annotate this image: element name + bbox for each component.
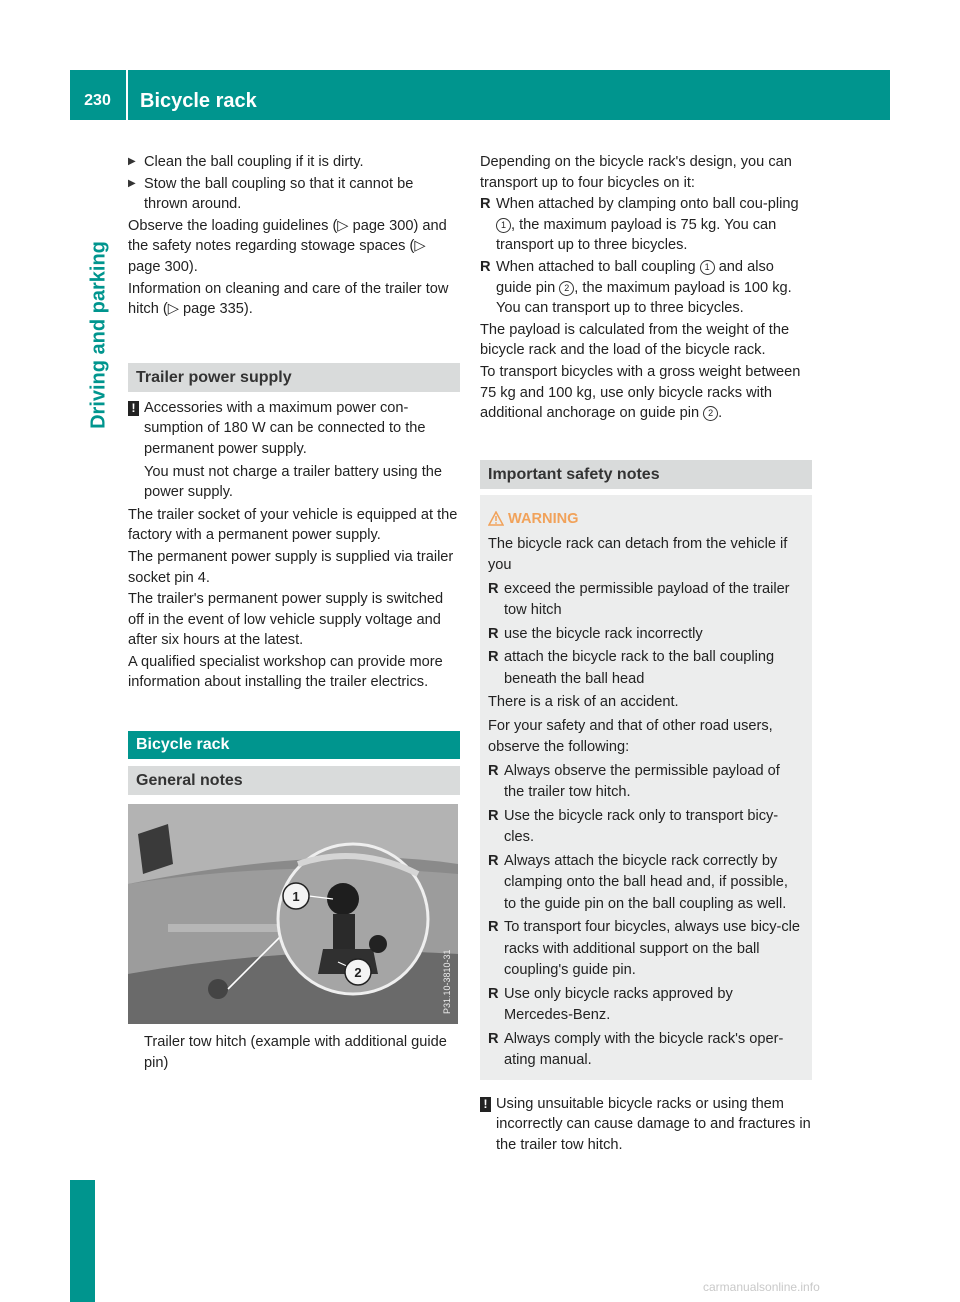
notice-text-2: You must not charge a trailer battery using the power supply. xyxy=(144,463,442,501)
gross-weight-text xyxy=(480,362,812,424)
bullet-mark: R xyxy=(488,985,499,1002)
figure-caption: Trailer tow hitch (example with additional guide pin) xyxy=(144,1034,447,1071)
exclamation-icon: ! xyxy=(128,401,139,416)
tow-hitch-figure xyxy=(128,804,458,1024)
gross-weight-text-part: To transport bicycles with a gross weight between 75 kg and 100 kg, use only bicycle racks with additional anchorage on guide pin xyxy=(480,363,801,422)
bullet-mark: R xyxy=(488,649,499,666)
bullet-mark: R xyxy=(488,807,499,824)
payload-text: The payload is calculated from the weight of the bicycle rack and the load of the bicycle rack. xyxy=(480,321,790,359)
warning-rule-text: Always comply with the bicycle rack's oper-ating manual. xyxy=(504,1030,784,1069)
trailer-socket-text: The trailer socket of your vehicle is equipped at the factory with a permanent power supply. xyxy=(128,506,458,544)
bullet-mark: R xyxy=(480,258,491,275)
side-tab-label: Driving and parking xyxy=(87,241,110,429)
gross-weight-text-part: . xyxy=(718,405,723,422)
switched-off-text: The trailer's permanent power supply is switched off in the event of low vehicle supply voltage and after six hours at the latest. xyxy=(128,591,444,649)
bullet-mark: R xyxy=(488,852,499,869)
bullet-mark: R xyxy=(488,625,499,642)
step-clean: ▶ Clean the ball coupling if it is dirty. xyxy=(128,152,460,173)
left-column xyxy=(128,152,460,1073)
warning-cause xyxy=(488,624,804,646)
bullet-text: , the maximum payload is 75 kg. You can transport up to three bicycles. xyxy=(496,216,777,254)
callout-2-icon: 2 xyxy=(703,406,718,421)
page-header xyxy=(70,70,890,120)
exclamation-icon: ! xyxy=(480,1097,491,1112)
bullet-clamping xyxy=(480,194,812,256)
warning-cause-text: use the bicycle rack incorrectly xyxy=(504,625,703,642)
bullet-ball-coupling xyxy=(480,257,812,319)
warning-rule xyxy=(488,761,804,804)
step-stow: ▶ Stow the ball coupling so that it cannot be thrown around. xyxy=(128,174,460,215)
bullet-text: When attached to ball coupling xyxy=(496,258,700,275)
right-column xyxy=(480,152,812,1156)
tow-hitch-illustration xyxy=(128,804,458,1024)
warning-title-text: WARNING xyxy=(508,510,579,527)
notice-unsuitable-text: Using unsuitable bicycle racks or using them incorrectly can cause damage to and fractures in the trailer tow hitch. xyxy=(496,1095,811,1153)
warning-rule-text: Always observe the permissible payload of the trailer tow hitch. xyxy=(504,762,780,801)
figure-label-1: 1 xyxy=(292,889,300,905)
warning-cause xyxy=(488,579,804,622)
bicycle-design-text: Depending on the bicycle rack's design, you can transport up to four bicycles on it: xyxy=(480,154,792,191)
section-bicycle-rack: Bicycle rack xyxy=(128,731,460,759)
callout-1-icon: 1 xyxy=(700,260,715,275)
watermark: carmanualsonline.info xyxy=(703,1280,820,1294)
notice-power-consumption xyxy=(128,398,460,503)
warning-rule xyxy=(488,851,804,916)
notice-unsuitable-racks xyxy=(480,1094,812,1156)
notice-text-1: Accessories with a maximum power con-sumption of 180 W can be connected to the permanent power supply. xyxy=(144,399,426,457)
section-trailer-power-supply: Trailer power supply xyxy=(128,363,460,392)
side-tab-block xyxy=(70,1180,95,1302)
warning-title xyxy=(488,509,804,531)
callout-2-icon: 2 xyxy=(559,281,574,296)
figure-code: P31.10-3810-31 xyxy=(442,949,452,1015)
bullet-mark: R xyxy=(488,762,499,779)
warning-rule-text: Use only bicycle racks approved by Mercedes-Benz. xyxy=(504,985,733,1024)
cleaning-info-text: Information on cleaning and care of the trailer tow hitch (▷ page 335). xyxy=(128,280,449,318)
bullet-mark: R xyxy=(480,196,491,213)
specialist-text: A qualified specialist workshop can provide more information about installing the trailer electrics. xyxy=(128,653,443,691)
section-general-notes: General notes xyxy=(128,766,460,795)
figure-label-2: 2 xyxy=(354,965,362,981)
section-important-safety-notes: Important safety notes xyxy=(480,460,812,489)
warning-intro: The bicycle rack can detach from the vehicle if you xyxy=(488,535,788,574)
warning-rule xyxy=(488,984,804,1027)
warning-triangle-icon xyxy=(488,511,504,526)
warning-rule-text: Use the bicycle rack only to transport bicy-cles. xyxy=(504,807,779,846)
bullet-text: , the maximum payload is 100 kg. You can transport up to three bicycles. xyxy=(496,279,792,317)
power-pin-text: The permanent power supply is supplied via trailer socket pin 4. xyxy=(128,548,454,586)
warning-rule xyxy=(488,806,804,849)
bullet-text: When attached by clamping onto ball cou-pling xyxy=(496,196,799,213)
observe-following-text: For your safety and that of other road users, observe the following: xyxy=(488,717,773,756)
page-number: 230 xyxy=(84,92,111,109)
bullet-mark: R xyxy=(488,1030,499,1047)
warning-rule-text: Always attach the bicycle rack correctly by clamping onto the ball head and, if possible, to the guide pin on the ball coupling as well. xyxy=(504,852,788,912)
warning-rule-text: To transport four bicycles, always use bicy-cle racks with additional support on the ball coupling's guide pin. xyxy=(504,919,801,979)
bullet-mark: R xyxy=(488,580,499,597)
warning-cause-text: attach the bicycle rack to the ball coupling beneath the ball head xyxy=(504,649,775,687)
side-tab xyxy=(84,215,114,455)
bullet-mark: R xyxy=(488,919,499,936)
warning-box xyxy=(480,495,812,1080)
warning-rule xyxy=(488,1029,804,1072)
warning-cause-text: exceed the permissible payload of the trailer tow hitch xyxy=(504,580,790,619)
warning-rule xyxy=(488,917,804,982)
bullet-text: and also guide pin xyxy=(496,258,774,296)
header-divider xyxy=(126,70,128,120)
page-title: Bicycle rack xyxy=(140,90,257,112)
loading-guidelines-text: Observe the loading guidelines (▷ page 300) and the safety notes regarding stowage spaces (▷ page 300). xyxy=(128,217,447,275)
callout-1-icon: 1 xyxy=(496,218,511,233)
warning-cause xyxy=(488,647,804,690)
accident-risk-text: There is a risk of an accident. xyxy=(488,694,679,711)
